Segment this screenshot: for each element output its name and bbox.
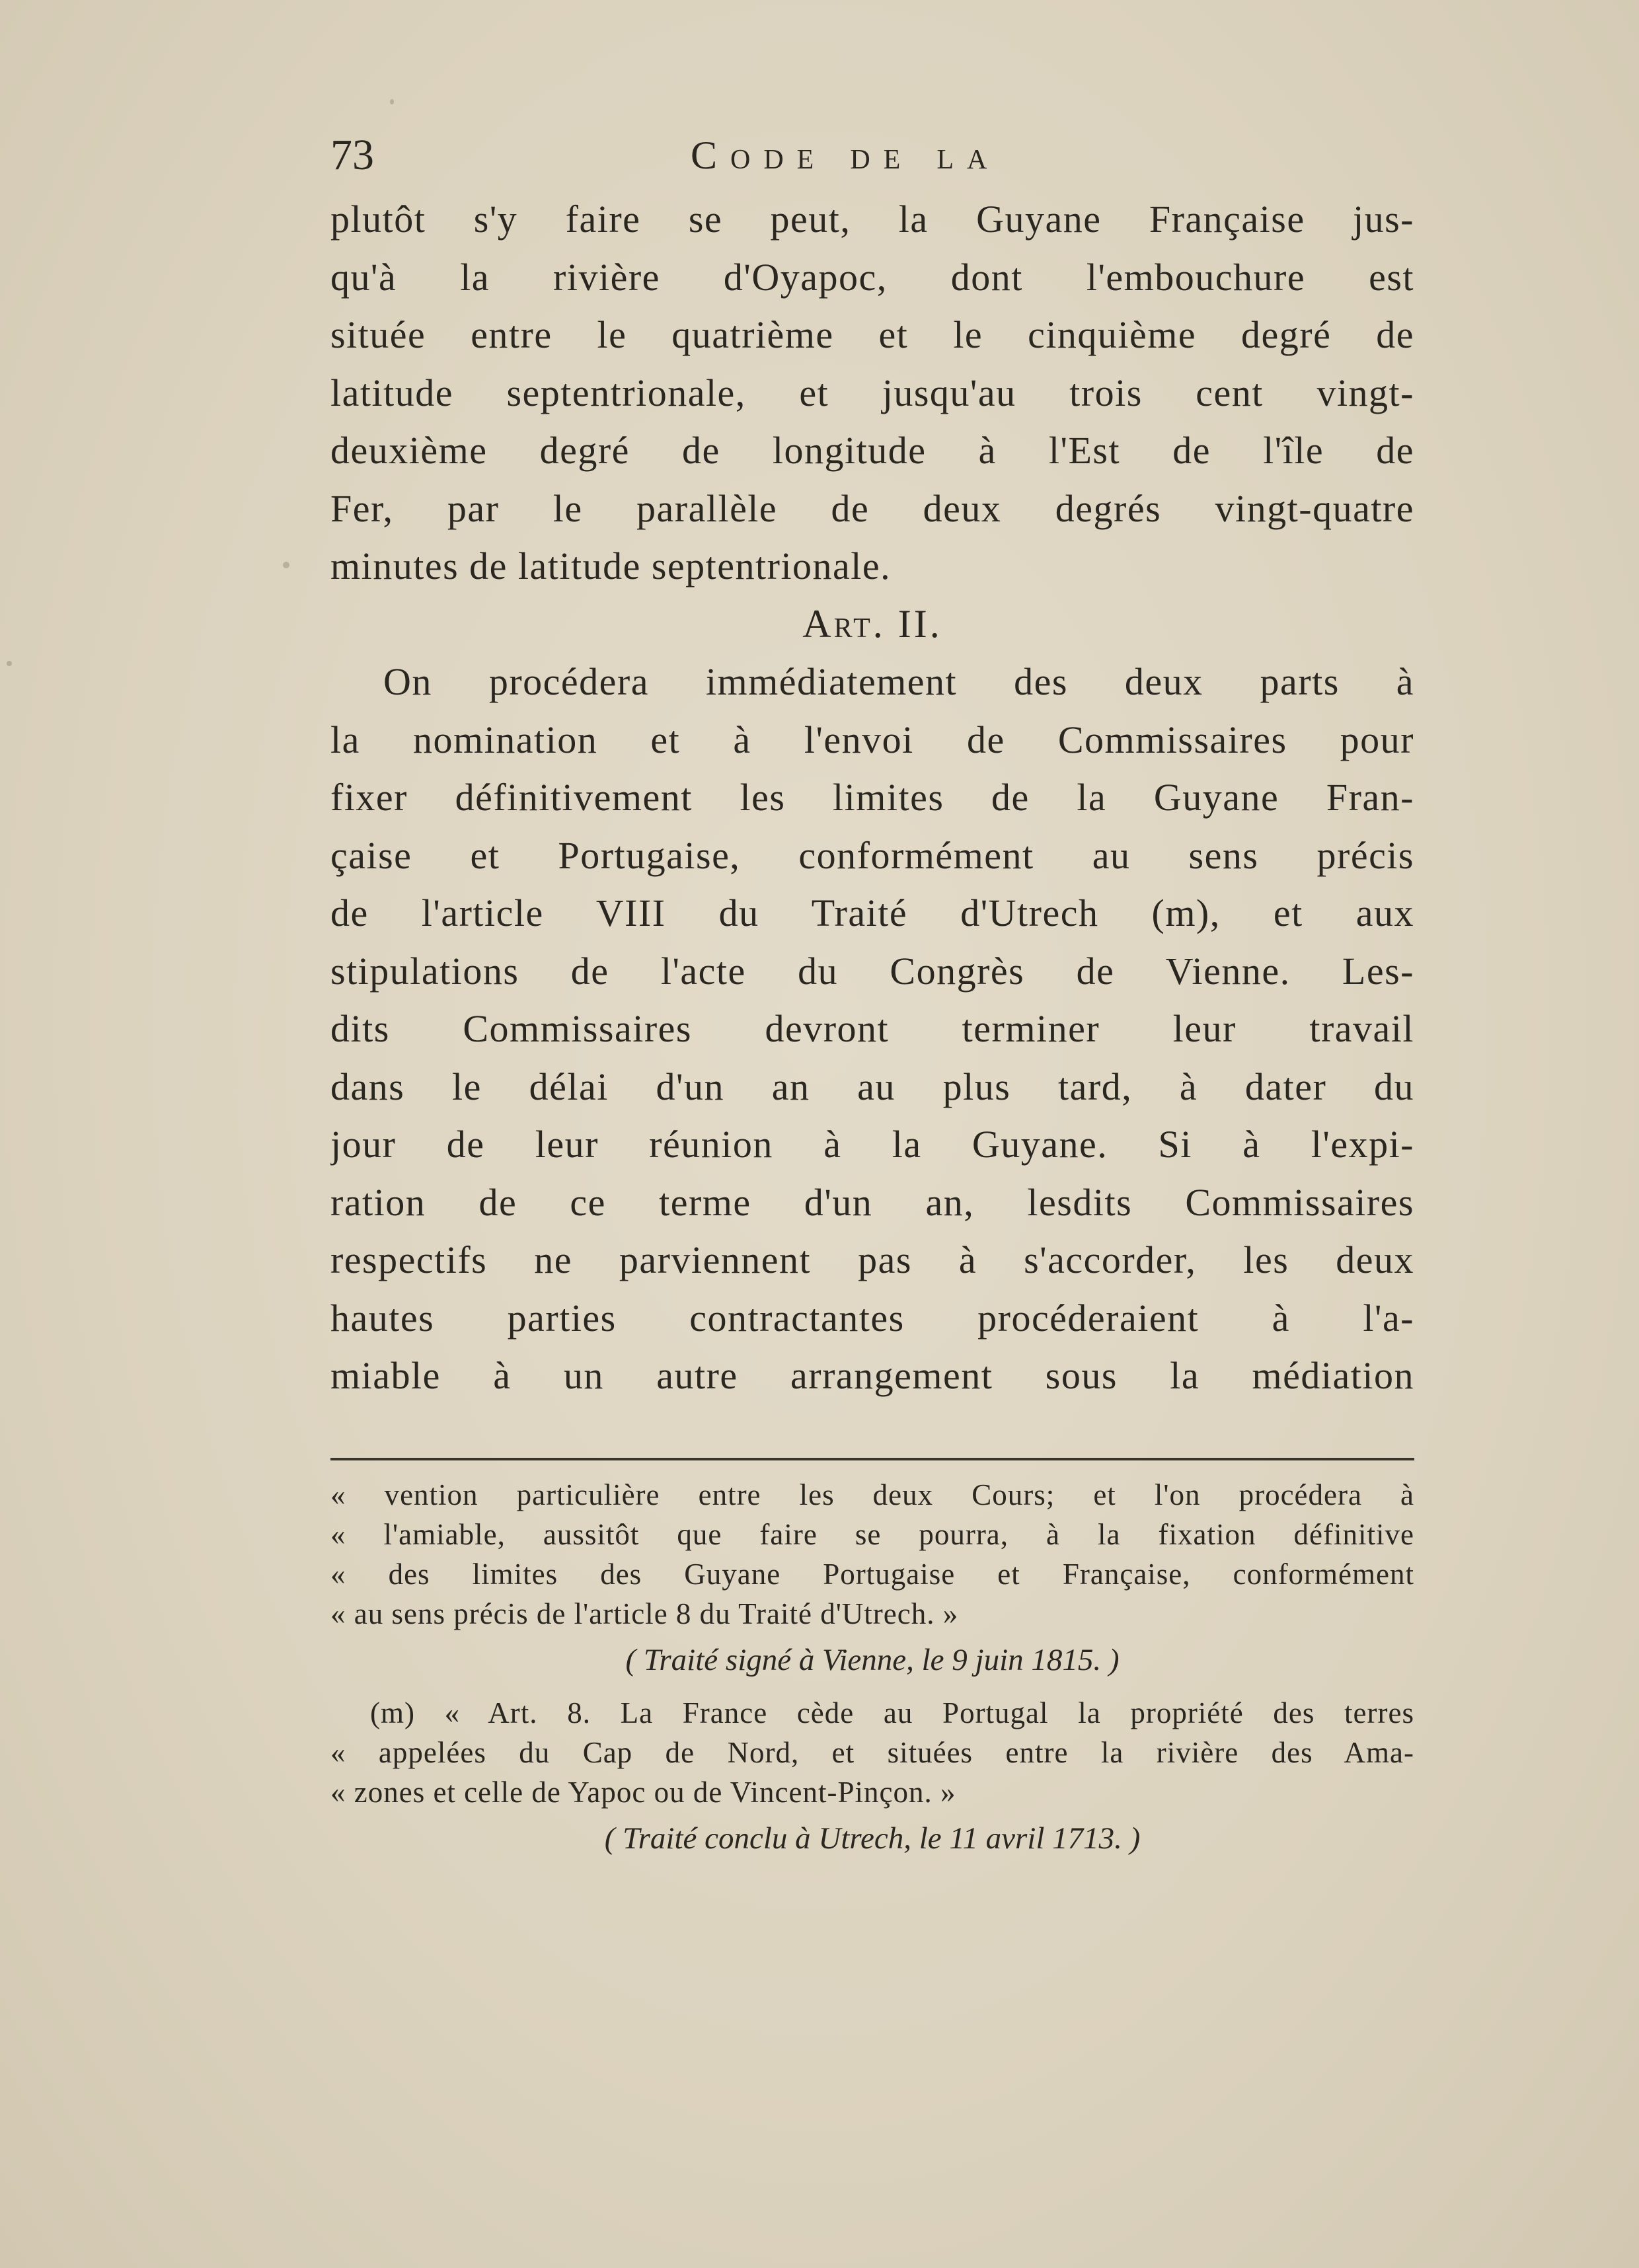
text-line: çaise et Portugaise, conformément au sens précis: [330, 833, 1414, 877]
main-text: [330, 190, 1414, 1405]
footnote-line: « au sens précis de l'article 8 du Traité d'Utrech. »: [330, 1597, 959, 1630]
paper-spot: [390, 99, 394, 104]
text-line: minutes de latitude septentrionale.: [330, 545, 892, 587]
text-line: dits Commissaires devront terminer leur travail: [330, 1007, 1414, 1050]
text-line: miable à un autre arrangement sous la médiation: [330, 1354, 1414, 1397]
footnote-line: « des limites des Guyane Portugaise et Française, conformément: [330, 1558, 1414, 1591]
paper-spot: [283, 562, 289, 568]
footnote-line: « appelées du Cap de Nord, et situées entre la rivière des Ama-: [330, 1736, 1414, 1769]
footnote-line: « l'amiable, aussitôt que faire se pourra, à la fixation définitive: [330, 1518, 1414, 1551]
footnotes: [330, 1475, 1414, 1865]
text-line: deuxième degré de longitude à l'Est de l'île de: [330, 429, 1414, 472]
text-line: Fer, par le parallèle de deux degrés vingt-quatre: [330, 486, 1414, 530]
text-line: fixer définitivement les limites de la Guyane Fran-: [330, 776, 1414, 819]
article-heading: Art. II.: [802, 601, 942, 646]
footnote-citation: [330, 1634, 1414, 1686]
running-head: Code de la: [691, 133, 1001, 177]
footnote-line: (m) « Art. 8. La France cède au Portugal la propriété des terres: [370, 1696, 1414, 1729]
footnote-line: « zones et celle de Yapoc ou de Vincent-Pinçon. »: [330, 1776, 956, 1809]
text-line: On procédera immédiatement des deux parts à: [383, 660, 1414, 703]
text-line: jour de leur réunion à la Guyane. Si à l'expi-: [330, 1123, 1414, 1166]
footnote-citation: [330, 1812, 1414, 1865]
text-line: hautes parties contractantes procéderaient à l'a-: [330, 1296, 1414, 1340]
text-line: la nomination et à l'envoi de Commissaires pour: [330, 718, 1414, 761]
citation-text: ( Traité signé à Vienne, le 9 juin 1815. ): [625, 1643, 1120, 1677]
text-line: située entre le quatrième et le cinquième degré de: [330, 313, 1414, 356]
text-line: plutôt s'y faire se peut, la Guyane Française jus-: [330, 198, 1414, 241]
footnote-line: « vention particulière entre les deux Cours; et l'on procédera à: [330, 1478, 1414, 1511]
text-line: ration de ce terme d'un an, lesdits Commissaires: [330, 1180, 1414, 1224]
text-line: latitude septentrionale, et jusqu'au trois cent vingt-: [330, 371, 1414, 414]
spacer: [330, 1686, 1414, 1693]
text-line: dans le délai d'un an au plus tard, à dater du: [330, 1065, 1414, 1108]
text-line: de l'article VIII du Traité d'Utrech (m), et aux: [330, 891, 1414, 934]
page-header: [330, 129, 1414, 182]
citation-text: ( Traité conclu à Utrech, le 11 avril 1713. ): [604, 1821, 1141, 1856]
text-line: qu'à la rivière d'Oyapoc, dont l'embouchure est: [330, 255, 1414, 299]
footnote-divider: [330, 1458, 1414, 1460]
page-number: 73: [330, 131, 374, 179]
paper-spot: [7, 661, 12, 666]
text-line: stipulations de l'acte du Congrès de Vienne. Les-: [330, 949, 1414, 993]
text-line: respectifs ne parviennent pas à s'accorder, les deux: [330, 1238, 1414, 1281]
